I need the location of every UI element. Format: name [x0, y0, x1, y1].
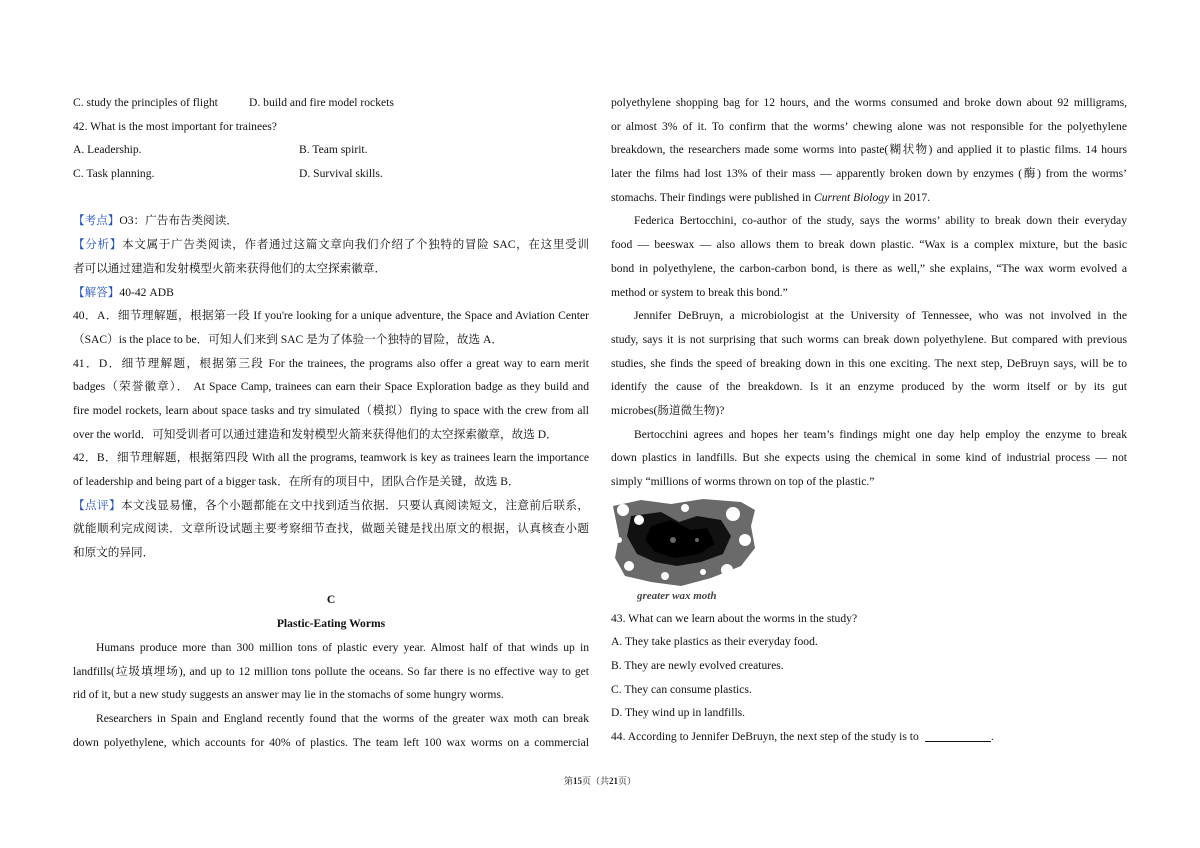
- footer-pre: 第: [563, 776, 573, 786]
- passage-p2-line-5: breakdown, the researchers made some worms into paste(糊状物) and applied it to plastic films. 14 hours: [611, 143, 1127, 157]
- exp42-line-2: of leadership and being part of a bigger task．在所有的项目中，团队合作是关键，故选 B．: [73, 475, 520, 488]
- passage-p4-line-4: identify the cause of the breakdown. Is it an enzyme produced by the worm itself or by its gut: [611, 380, 1127, 394]
- q43-option-d[interactable]: D. They wind up in landfills.: [611, 706, 746, 720]
- q41-options-cd: [73, 91, 589, 115]
- footer-total-pages: 21: [609, 776, 618, 786]
- kaodian-text: O3：广告布告类阅读．: [119, 214, 238, 228]
- q44-stem: 44. According to Jennifer DeBruyn, the next step of the study is to: [611, 730, 919, 744]
- q42-option-b[interactable]: B. Team spirit.: [299, 143, 368, 157]
- dianping-line-2: 就能顺利完成阅读．文章所设试题主要考察细节查找，做题关键是找出原文的根据，认真核查小题: [73, 522, 589, 536]
- passage-p2-line-7: [611, 186, 1127, 210]
- p2-line7-text-a: stomachs. Their findings were published in: [611, 190, 814, 204]
- right-column: [611, 91, 1127, 749]
- passage-p2-line-6: later the films had lost 13% of their mass — apparently broken down by enzymes (酶) from the worms’: [611, 167, 1127, 181]
- page-footer: [0, 774, 1200, 787]
- kaodian-line: [73, 209, 589, 233]
- fenxi-tag: 【分析】: [73, 238, 122, 252]
- passage-title: Plastic-Eating Worms: [276, 617, 386, 631]
- passage-p4-line-2: study, says it is not surprising that such worms can break down polyethylene. But compared with previous: [611, 332, 1127, 346]
- footer-page-number: 15: [572, 776, 582, 786]
- passage-p5-line-3: simply “millions of worms thrown on top of the plastic.”: [611, 475, 875, 488]
- dianping-line-3: 和原文的异同．: [73, 546, 155, 560]
- passage-p1-line-3: rid of it, but a new study suggests an answer may lie in the stomachs of some hungry worms.: [73, 688, 504, 702]
- q42-option-a[interactable]: A. Leadership.: [73, 143, 142, 157]
- section-letter: C: [326, 593, 336, 607]
- exp40-line-2: （SAC）is the place to be．可知人们来到 SAC 是为了体验一个独特的冒险，故选 A．: [73, 332, 503, 346]
- passage-p5-line-1: Bertocchini agrees and hopes her team’s findings might one day help employ the enzyme to break: [634, 427, 1127, 441]
- q42-options-ab: [73, 138, 589, 162]
- jieda-text: 40-42 ADB: [119, 285, 174, 299]
- image-caption: greater wax moth: [637, 589, 717, 602]
- p2-line7-text-b: in 2017.: [889, 190, 931, 204]
- exp41-line-3: fire model rockets, learn about space tasks and try simulated（模拟）flying to space with the crew from all: [73, 403, 589, 417]
- greater-wax-moth-photo: [611, 496, 757, 588]
- passage-p1-line-1: Humans produce more than 300 million tons of plastic every year. Almost half of that winds up in: [96, 640, 589, 654]
- exp41-line-4: over the world．可知受训者可以通过建造和发射模型火箭来获得他们的太空探索徽章，故选 D．: [73, 427, 558, 441]
- q41-option-c[interactable]: C. study the principles of flight: [73, 96, 218, 109]
- left-column: [73, 91, 589, 754]
- fenxi-line-1: [73, 233, 589, 257]
- exp40-line-1: 40．A．细节理解题，根据第一段 If you're looking for a unique adventure, the Space and Aviation Center: [73, 309, 589, 323]
- dianping-tag: 【点评】: [73, 498, 122, 512]
- wax-moth-figure: [611, 496, 1127, 607]
- kaodian-tag: 【考点】: [73, 214, 120, 228]
- dianping-text-1: 本文浅显易懂，各个小题都能在文中找到适当依据．只要认真阅读短文，注意前后联系，: [121, 498, 589, 512]
- spacer: [73, 186, 589, 210]
- journal-name: Current Biology: [813, 190, 890, 204]
- spacer: [73, 565, 589, 589]
- q43-stem: 43. What can we learn about the worms in the study?: [611, 611, 858, 625]
- passage-p4-line-1: Jennifer DeBruyn, a microbiologist at the University of Tennessee, who was not involved in the: [634, 309, 1127, 323]
- passage-p3-line-4: method or system to break this bond.”: [611, 285, 788, 299]
- passage-p2-line-1: Researchers in Spain and England recently found that the worms of the greater wax moth can break: [96, 711, 589, 725]
- footer-post: 页）: [618, 776, 637, 786]
- passage-p5-line-2: down plastics in landfills. But she expects using the chemical in some kind of industrial process — not: [611, 451, 1127, 465]
- exp41-line-2: badges（荣誉徽章）． At Space Camp, trainees can earn their Space Exploration badge as they build and: [73, 380, 589, 394]
- fenxi-line-2: 者可以通过建造和发射模型火箭来获得他们的太空探索徽章．: [73, 261, 387, 275]
- passage-p3-line-2: food — beeswax — also allows them to break down plastic. “Wax is a complex mixture, but the basic: [611, 238, 1127, 252]
- fenxi-text-1: 本文属于广告类阅读，作者通过这篇文章向我们介绍了个独特的冒险 SAC，在这里受训: [122, 238, 589, 252]
- q43-option-b[interactable]: B. They are newly evolved creatures.: [611, 659, 784, 673]
- q41-option-d[interactable]: D. build and fire model rockets: [249, 96, 394, 109]
- footer-mid: 页（共: [581, 776, 609, 786]
- jieda-line: [73, 281, 589, 305]
- q43-option-c[interactable]: C. They can consume plastics.: [611, 682, 752, 696]
- exp42-line-1: 42．B．细节理解题，根据第四段 With all the programs, teamwork is key as trainees learn the importance: [73, 451, 589, 465]
- q42-option-c[interactable]: C. Task planning.: [73, 167, 155, 181]
- q44-answer-blank[interactable]: [925, 728, 991, 742]
- q44-stem-line: [611, 725, 1127, 749]
- passage-p2-line-2: down polyethylene, which accounts for 40% of plastics. The team left 100 wax worms on a commercial: [73, 735, 589, 749]
- q44-end: .: [990, 730, 994, 744]
- passage-p3-line-1: Federica Bertocchini, co-author of the study, says the worms’ ability to break down their everyday: [634, 214, 1127, 228]
- passage-p3-line-3: bond in polyethylene, the carbon-carbon bond, is there as well,” she explains, “The wax worm evolved a: [611, 261, 1127, 275]
- jieda-tag: 【解答】: [73, 285, 120, 299]
- q43-option-a[interactable]: A. They take plastics as their everyday food.: [611, 635, 818, 649]
- passage-p4-line-5: microbes(肠道微生物)?: [611, 403, 725, 417]
- exp41-line-1: 41．D．细节理解题，根据第三段 For the trainees, the programs also offer a great way to earn merit: [73, 356, 589, 370]
- q42-stem: 42. What is the most important for trainees?: [73, 119, 277, 133]
- passage-p2-line-3: polyethylene shopping bag for 12 hours, and the worms consumed and broke down about 92 milligrams,: [611, 96, 1127, 109]
- passage-p2-line-4: or almost 3% of it. To confirm that the worms’ chewing alone was not responsible for the polyethylene: [611, 119, 1127, 133]
- passage-p4-line-3: studies, she finds the speed of breaking down in this one exciting. The next step, DeBruyn says, will be to: [611, 356, 1127, 370]
- dianping-line-1: [73, 494, 589, 518]
- q42-options-cd: [73, 162, 589, 186]
- q42-option-d[interactable]: D. Survival skills.: [299, 167, 383, 181]
- passage-p1-line-2: landfills(垃圾填埋场), and up to 12 million tons pollute the oceans. So far there is no effective way to get: [73, 664, 589, 678]
